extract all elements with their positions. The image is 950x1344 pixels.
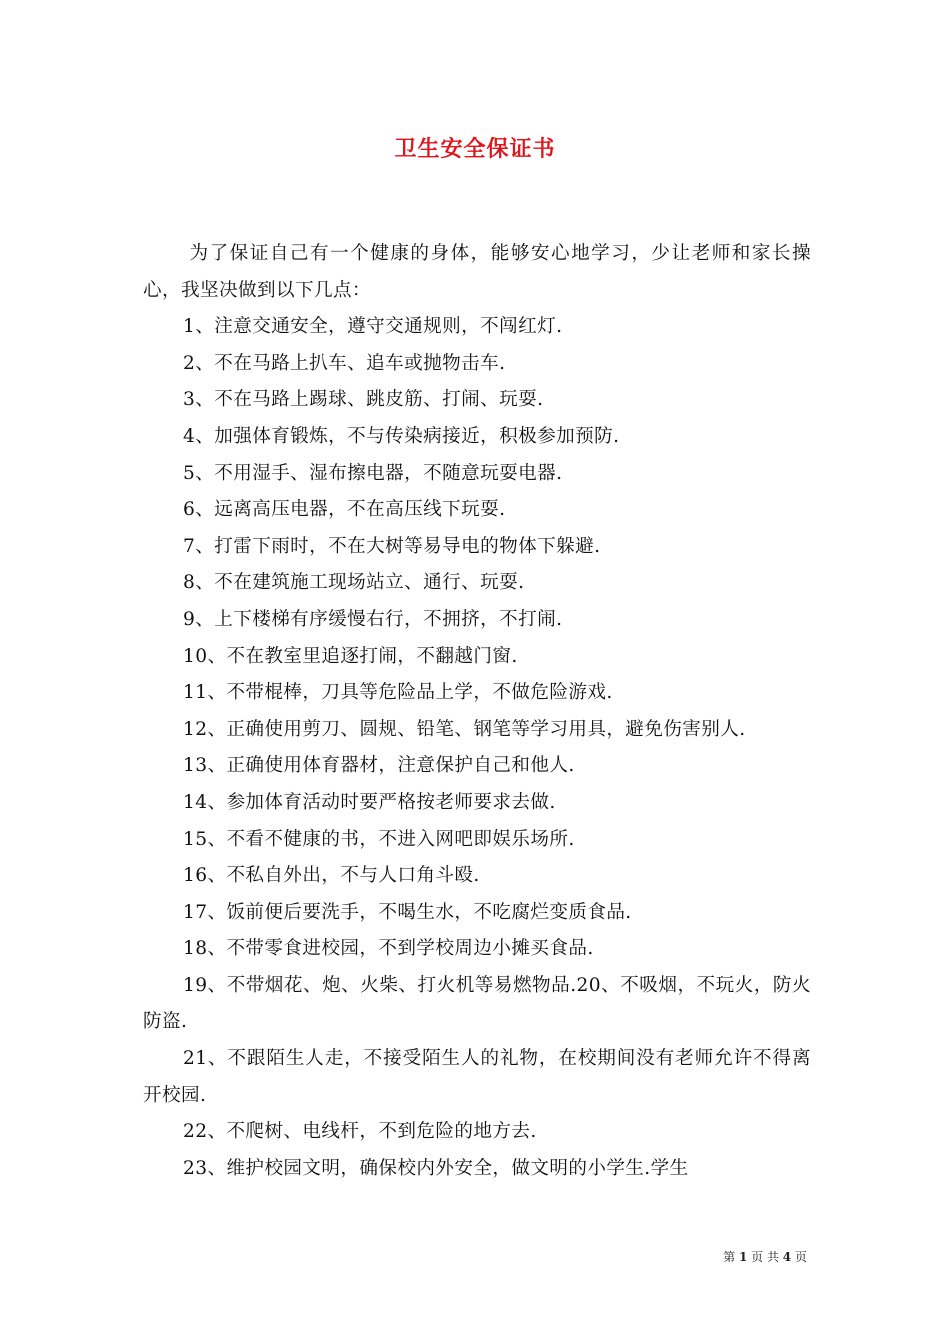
list-item: 1、注意交通安全，遵守交通规则，不闯红灯.	[182, 316, 563, 338]
intro-paragraph: 为了保证自己有一个健康的身体，能够安心地学习，少让老师和家长操心，我坚决做到以下几点：	[143, 243, 811, 301]
list-item: 21、不跟陌生人走，不接受陌生人的礼物，在校期间没有老师允许不得离开校园.	[143, 1048, 811, 1106]
list-item: 17、饭前便后要洗手，不喝生水，不吃腐烂变质食品.	[182, 901, 632, 923]
list-item: 14、参加体育活动时要严格按老师要求去做.	[182, 791, 556, 813]
footer-prefix: 第	[723, 1250, 736, 1264]
list-item: 12、正确使用剪刀、圆规、铅笔、钢笔等学习用具，避免伤害别人.	[182, 718, 746, 740]
list-item: 15、不看不健康的书，不进入网吧即娱乐场所.	[182, 828, 575, 850]
list-item: 19、不带烟花、炮、火柴、打火机等易燃物品.20、不吸烟，不玩火，防火防盗.	[143, 974, 811, 1033]
list-item: 5、不用湿手、湿布擦电器，不随意玩耍电器.	[182, 462, 563, 484]
document-title: 卫生安全保证书	[394, 136, 556, 162]
list-item: 8、不在建筑施工现场站立、通行、玩耍.	[182, 572, 525, 594]
list-item: 4、加强体育锻炼，不与传染病接近，积极参加预防.	[182, 425, 620, 447]
list-item: 3、不在马路上踢球、跳皮筋、打闹、玩耍.	[182, 389, 544, 411]
list-item: 22、不爬树、电线杆，不到危险的地方去.	[182, 1121, 537, 1143]
page-number-footer	[723, 1248, 807, 1265]
list-item: 10、不在教室里追逐打闹，不翻越门窗.	[182, 645, 518, 667]
list-item: 9、上下楼梯有序缓慢右行，不拥挤，不打闹.	[182, 608, 563, 630]
footer-middle: 页 共	[751, 1250, 779, 1264]
list-item: 13、正确使用体育器材，注意保护自己和他人.	[182, 755, 575, 777]
list-item: 23、维护校园文明，确保校内外安全，做文明的小学生.学生	[182, 1157, 689, 1179]
footer-suffix: 页	[794, 1250, 807, 1264]
footer-current-page: 1	[738, 1250, 748, 1264]
list-item: 16、不私自外出，不与人口角斗殴.	[182, 865, 480, 887]
list-item: 11、不带棍棒，刀具等危险品上学，不做危险游戏.	[182, 682, 613, 704]
footer-total-pages: 4	[782, 1250, 792, 1264]
list-item: 2、不在马路上扒车、追车或抛物击车.	[182, 352, 506, 374]
list-item: 6、远离高压电器，不在高压线下玩耍.	[182, 499, 506, 521]
list-item: 7、打雷下雨时，不在大树等易导电的物体下躲避.	[182, 535, 601, 557]
document-body	[143, 236, 811, 1187]
list-item: 18、不带零食进校园，不到学校周边小摊买食品.	[182, 938, 594, 960]
